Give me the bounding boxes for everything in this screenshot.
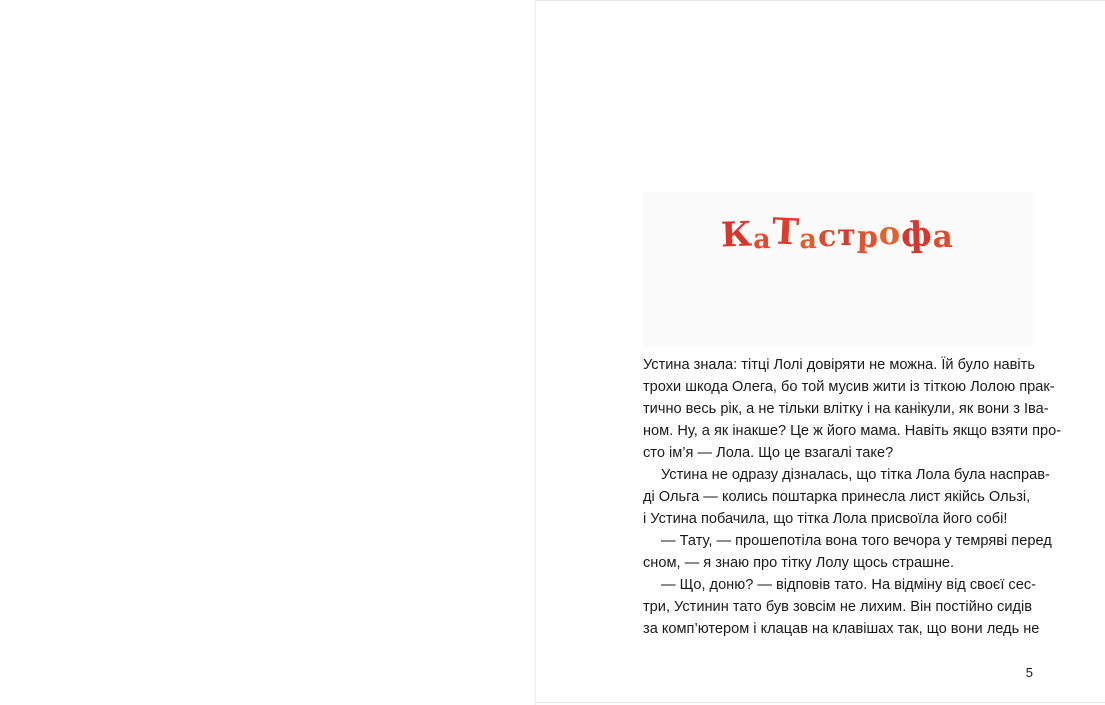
left-page-blank <box>0 0 535 704</box>
chapter-title-letter: а <box>932 219 954 255</box>
text-line: Устина знала: тітці Лолі довіряти не можна. Їй було навіть <box>643 357 1035 373</box>
chapter-title-band <box>642 192 1033 347</box>
chapter-title-letter: с <box>816 218 839 255</box>
chapter-title-letter: а <box>753 224 772 255</box>
text-line: за комп’ютером і клацав на клавішах так, що вони ледь не <box>643 621 1040 637</box>
text-line: і Устина побачила, що тітка Лола присвоїла його собі! <box>643 511 1008 527</box>
text-line: — Тату, — прошепотіла вона того вечора у темряві перед <box>661 533 1052 549</box>
chapter-title-letter: о <box>878 214 902 252</box>
chapter-title <box>642 212 1033 260</box>
text-line: три, Устинин тато був зовсім не лихим. Він постійно сидів <box>643 599 1032 615</box>
text-line: сном, — я знаю про тітку Лолу щось страшне. <box>643 555 955 571</box>
body-text <box>643 354 1062 640</box>
text-line: — Що, доню? — відповів тато. На відміну від своєї сес- <box>661 577 1037 593</box>
chapter-title-letter: Т <box>770 210 801 254</box>
right-page <box>535 0 1105 705</box>
chapter-title-letter: ф <box>900 214 934 256</box>
chapter-title-letter: К <box>720 214 754 256</box>
text-line: трохи шкода Олега, бо той мусив жити із тіткою Лолою прак- <box>643 379 1055 395</box>
text-line: сто ім’я — Лола. Що це взагалі таке? <box>643 445 894 461</box>
text-line: Устина не одразу дізналась, що тітка Лола була насправ- <box>661 467 1050 483</box>
chapter-title-letter: р <box>856 219 880 256</box>
chapter-title-letter: а <box>799 224 818 255</box>
text-line: ді Ольга — колись поштарка принесла лист якійсь Ользі, <box>643 489 1031 505</box>
page-number: 5 <box>1025 665 1033 680</box>
text-line: тично весь рік, а не тільки влітку і на канікули, як вони з Іва- <box>643 401 1049 417</box>
text-line: ном. Ну, а як інакше? Це ж його мама. Навіть якщо взяти про- <box>643 423 1062 439</box>
chapter-title-letter: т <box>837 218 857 253</box>
